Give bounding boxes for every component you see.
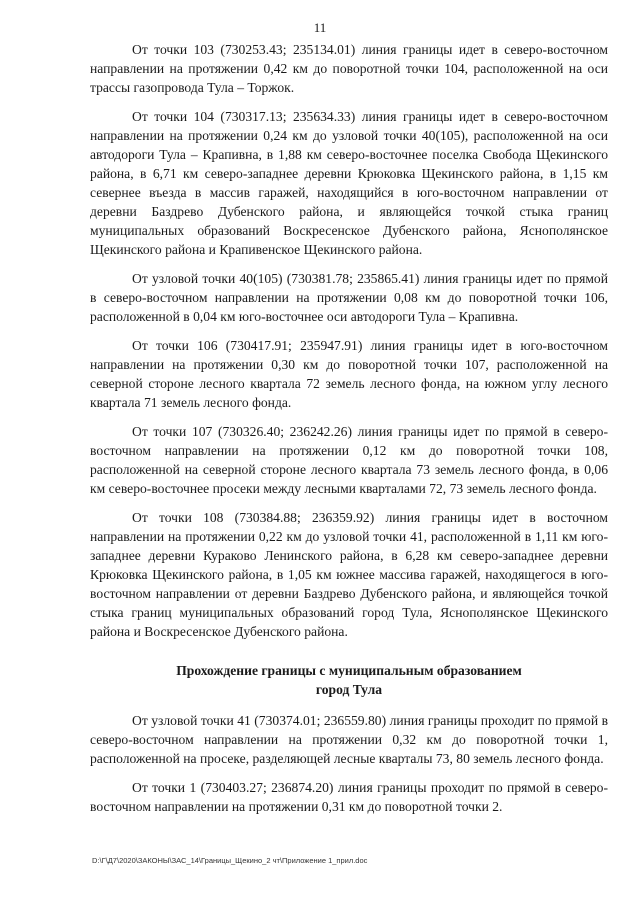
paragraph-point-40-105: От узловой точки 40(105) (730381.78; 235865.41) линия границы идет по прямой в северо-восточном направлении на протяжении 0,08 км до поворотной точки 106, расположенной в 0,04 км юго-восточнее оси автодороги Тула – Крапивна. <box>90 271 608 324</box>
section-heading-line-2: город Тула <box>315 682 383 697</box>
paragraph-point-103: От точки 103 (730253.43; 235134.01) линия границы идет в северо-восточном направлении на протяжении 0,42 км до поворотной точки 104, расположенной на оси трассы газопровода Тула – Торжок. <box>90 42 608 95</box>
paragraph-point-108: От точки 108 (730384.88; 236359.92) линия границы идет в восточном направлении на протяжении 0,22 км до узловой точки 41, расположенной в 1,11 км юго-западнее деревни Кураково Ленинского района, в 6,28 км северо-западнее деревни Крюковка Щекинского района, в 1,05 км южнее массива гаражей, находящегося в юго-восточном направлении от деревни Баздрево Дубенского района, и являющейся точкой стыка границ муниципальных образований город Тула, Яснополянское Щекинского района и Воскресенское Дубенского района. <box>90 510 608 639</box>
paragraph-point-106: От точки 106 (730417.91; 235947.91) линия границы идет в юго-восточном направлении на протяжении 0,30 км до поворотной точки 107, расположенной на северной стороне лесного квартала 72 земель лесного фонда, на южном углу лесного квартала 71 земель лесного фонда. <box>90 338 608 410</box>
section-heading-line-1: Прохождение границы с муниципальным образованием <box>176 663 522 678</box>
footer-file-path: D:\Г\Д7\2020\ЗАКОНЫ\ЗАС_14\Границы_Щекино_2 чт\Приложение 1_прил.doc <box>92 856 368 865</box>
paragraph-point-107: От точки 107 (730326.40; 236242.26) линия границы идет по прямой в северо-восточном направлении на протяжении 0,12 км до поворотной точки 108, расположенной на северной стороне лесного квартала 73 земель лесного фонда, в 0,06 км северо-восточнее просеки между лесными кварталами 72, 73 земель лесного фонда. <box>90 424 608 496</box>
paragraph-point-104: От точки 104 (730317.13; 235634.33) линия границы идет в северо-восточном направлении на протяжении 0,24 км до узловой точки 40(105), расположенной на оси автодороги Тула – Крапивна, в 1,88 км северо-восточнее поселка Свобода Щекинского района, в 6,71 км северо-западнее деревни Крюковка Щекинского района, в 1,15 км севернее въезда в массив гаражей, находящийся в юго-восточном направлении от деревни Баздрево Дубенского района, и являющейся точкой стыка границ муниципальных образований Воскресенское Дубенского района, Яснополянское Щекинского района и Крапивенское Щекинского района. <box>90 109 608 257</box>
section-heading <box>90 661 608 699</box>
page-number: 11 <box>313 20 327 35</box>
document-body <box>90 40 608 826</box>
paragraph-point-1: От точки 1 (730403.27; 236874.20) линия границы проходит по прямой в северо-восточном направлении на протяжении 0,31 км до поворотной точки 2. <box>90 780 608 814</box>
paragraph-point-41: От узловой точки 41 (730374.01; 236559.80) линия границы проходит по прямой в северо-восточном направлении на протяжении 0,32 км до поворотной точки 1, расположенной на просеке, разделяющей лесные кварталы 73, 80 земель лесного фонда. <box>90 713 608 766</box>
